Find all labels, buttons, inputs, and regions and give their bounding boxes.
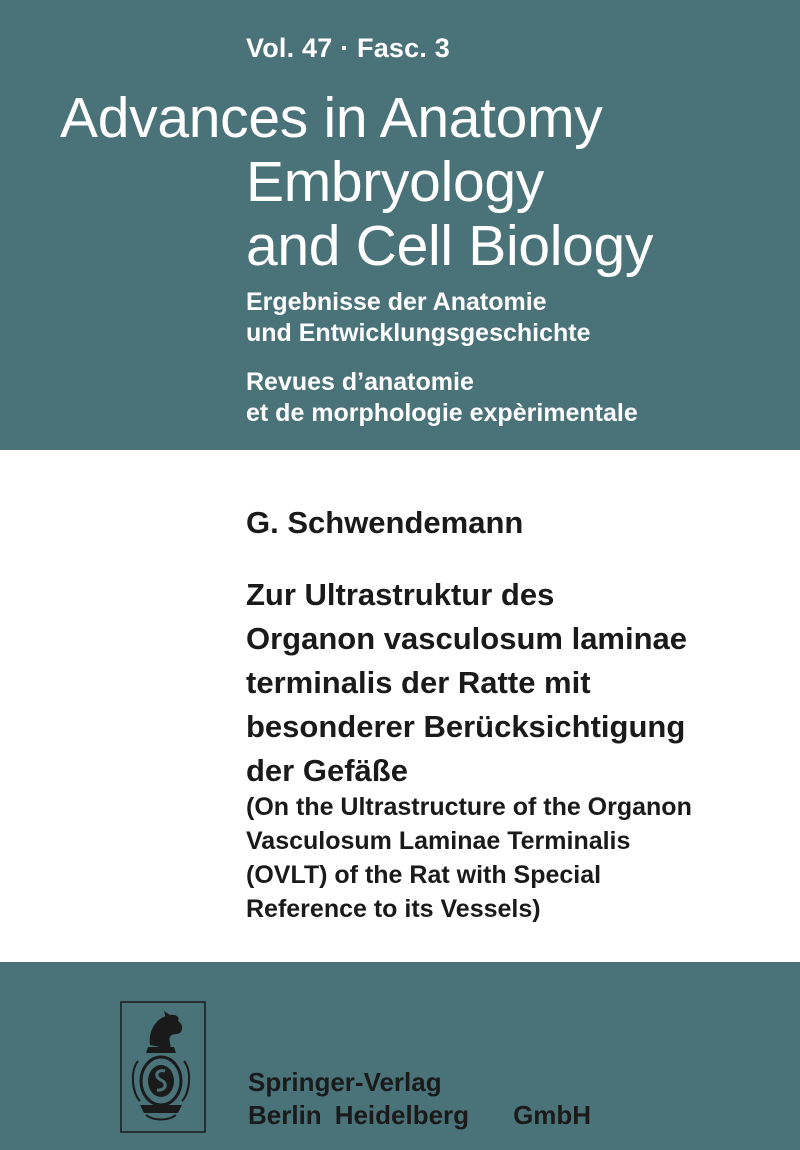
publisher-city-heidelberg: Heidelberg (334, 1100, 470, 1130)
english-title-line: Reference to its Vessels) (246, 895, 541, 923)
english-title-line: (On the Ultrastructure of the Organon (246, 793, 692, 821)
german-title-line: Organon vasculosum laminae (246, 621, 688, 656)
french-subtitle (246, 367, 638, 429)
springer-knight-logo-icon (120, 1001, 206, 1133)
author-name: G. Schwendemann (246, 505, 524, 540)
volume-label: Vol. 47 · Fasc. 3 (246, 33, 450, 63)
journal-title-line-1: Advances in Anatomy (60, 86, 603, 150)
journal-title-line-3: and Cell Biology (246, 214, 654, 278)
top-band (0, 0, 800, 450)
german-subtitle-line-2: und Entwicklungsgeschichte (246, 319, 591, 347)
journal-title-line-2: Embryology (246, 150, 544, 214)
publisher-name: Springer-Verlag (248, 1067, 442, 1097)
publisher-gmbh: GmbH (513, 1100, 592, 1130)
german-subtitle (246, 287, 591, 349)
english-title (246, 790, 692, 926)
german-title-line: der Gefäße (246, 753, 408, 788)
german-title-line: besonderer Berücksichtigung (246, 709, 686, 744)
french-subtitle-line-2: et de morphologie expèrimentale (246, 399, 638, 427)
english-title-line: Vasculosum Laminae Terminalis (246, 827, 631, 855)
french-subtitle-line-1: Revues d’anatomie (246, 368, 474, 396)
german-title-line: terminalis der Ratte mit (246, 665, 591, 700)
publisher-cities (248, 1099, 591, 1132)
publisher-city-berlin: Berlin (248, 1100, 322, 1130)
english-title-line: (OVLT) of the Rat with Special (246, 861, 602, 889)
german-title-line: Zur Ultrastruktur des (246, 577, 555, 612)
publisher (248, 1066, 591, 1132)
german-subtitle-line-1: Ergebnisse der Anatomie (246, 288, 547, 316)
german-title (246, 573, 687, 793)
